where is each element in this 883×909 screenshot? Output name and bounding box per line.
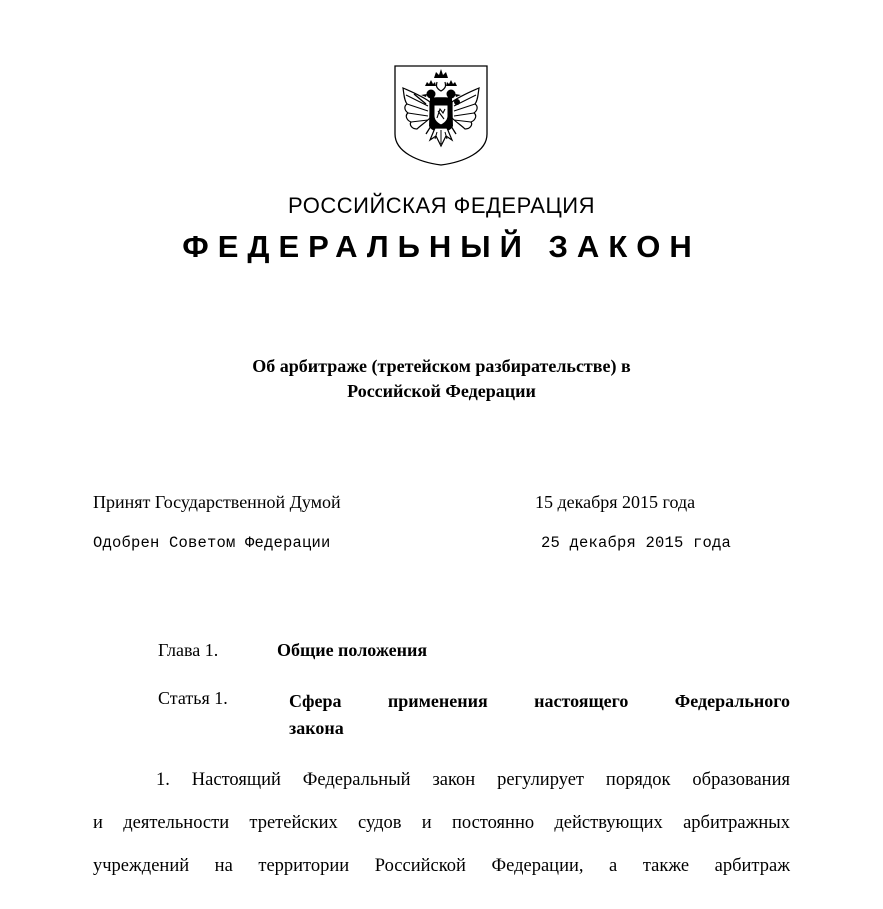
law-type-heading: ФЕДЕРАЛЬНЫЙ ЗАКОН bbox=[182, 229, 701, 264]
article-title-line: Сфера применения настоящего Федерального bbox=[289, 691, 790, 711]
article-body bbox=[93, 759, 790, 888]
law-title-line: Российской Федерации bbox=[347, 381, 536, 401]
adoption-council-date: 25 декабря 2015 года bbox=[541, 534, 732, 552]
adoption-duma-row bbox=[93, 492, 696, 513]
body-line: учреждений на территории Российской Федерации, а также арбитраж bbox=[93, 856, 790, 876]
coat-of-arms-emblem bbox=[392, 64, 490, 166]
adoption-duma-label: Принят Государственной Думой bbox=[93, 492, 341, 512]
chapter-number: Глава 1. bbox=[158, 640, 219, 660]
law-title bbox=[0, 354, 883, 404]
chapter-title: Общие положения bbox=[277, 640, 428, 660]
article-number: Статья 1. bbox=[158, 688, 228, 708]
federation-heading: РОССИЙСКАЯ ФЕДЕРАЦИЯ bbox=[288, 193, 595, 218]
article-title-line: закона bbox=[289, 718, 344, 738]
adoption-council-label: Одобрен Советом Федерации bbox=[93, 534, 331, 552]
body-line: 1. Настоящий Федеральный закон регулирует порядок образования bbox=[156, 770, 790, 790]
russian-coat-of-arms-icon bbox=[392, 64, 490, 166]
article-title bbox=[289, 688, 790, 742]
law-title-line: Об арбитраже (третейском разбирательстве) в bbox=[252, 356, 631, 376]
adoption-council-row bbox=[93, 534, 732, 552]
adoption-duma-date: 15 декабря 2015 года bbox=[535, 492, 696, 512]
body-line: и деятельности третейских судов и постоянно действующих арбитражных bbox=[93, 813, 790, 833]
